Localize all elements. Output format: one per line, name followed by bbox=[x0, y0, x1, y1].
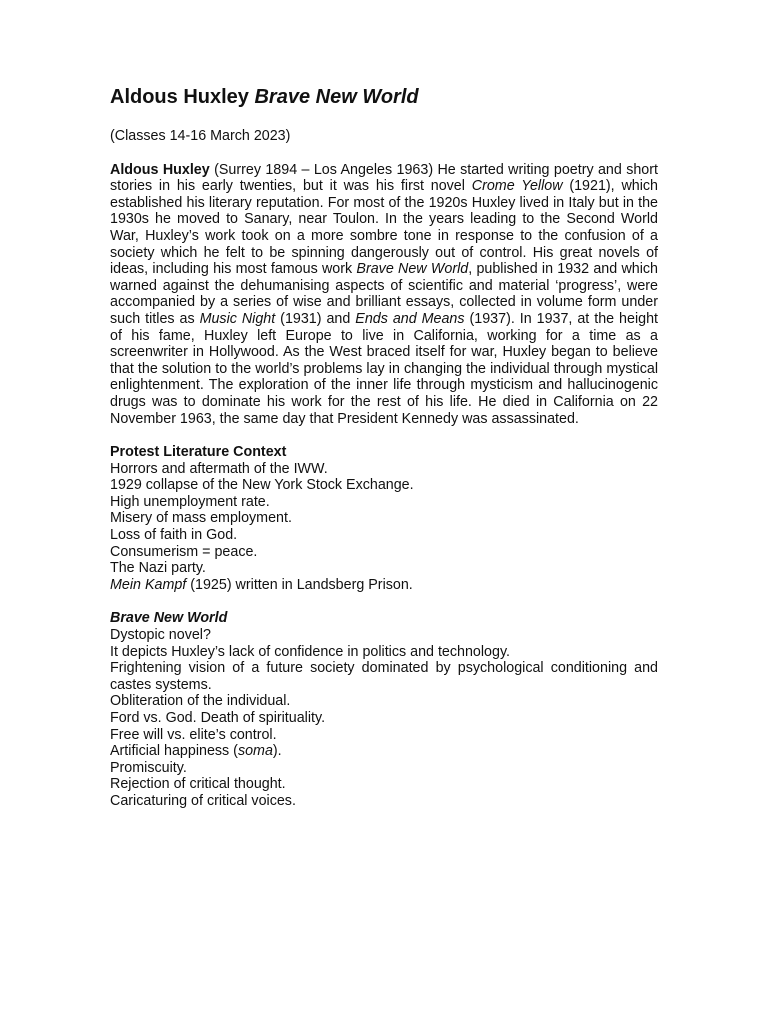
bio-name: Aldous Huxley bbox=[110, 161, 210, 178]
soma-text-pre: Artificial happiness ( bbox=[110, 743, 238, 760]
soma-word: soma bbox=[237, 743, 273, 760]
list-item: Free will vs. elite’s control. bbox=[110, 726, 277, 743]
biography-paragraph bbox=[110, 162, 658, 428]
bio-title-music-night: Music Night bbox=[199, 310, 276, 327]
bnw-list bbox=[110, 627, 658, 810]
list-item: Obliteration of the individual. bbox=[110, 693, 291, 710]
title-author: Aldous Huxley bbox=[110, 86, 249, 108]
bio-title-crome-yellow: Crome Yellow bbox=[471, 178, 563, 195]
document-page bbox=[110, 84, 658, 827]
list-item: Loss of faith in God. bbox=[110, 527, 238, 544]
mein-kampf-text: (1925) written in Landsberg Prison. bbox=[186, 576, 413, 593]
list-item: 1929 collapse of the New York Stock Exchange. bbox=[110, 477, 414, 494]
list-item: Promiscuity. bbox=[110, 759, 187, 776]
list-item: Caricaturing of critical voices. bbox=[110, 792, 296, 809]
protest-heading: Protest Literature Context bbox=[110, 444, 287, 461]
soma-text-post: ). bbox=[272, 743, 282, 760]
classes-dates: (Classes 14-16 March 2023) bbox=[110, 128, 291, 144]
protest-list bbox=[110, 461, 658, 594]
list-item: Frightening vision of a future society dominated by psychological conditioning and castes systems. bbox=[110, 660, 658, 693]
list-item: The Nazi party. bbox=[110, 560, 206, 577]
list-item: Horrors and aftermath of the IWW. bbox=[110, 460, 328, 477]
bio-text-5: (1937). In 1937, at the height of his fame, Huxley left Europe to live in California, working for a time as a screenwriter in Hollywood. As the West braced itself for war, Huxley began to believe that the solution to the world’s problems lay in changing the individual through mystical enlightenment. The exploration of the inner life through mysticism and hallucinogenic drugs was to dominate his work for the rest of his life. He died in California on 22 November 1963, the same day that President Kennedy was assassinated. bbox=[110, 310, 659, 427]
bio-title-brave-new-world: Brave New World bbox=[356, 261, 469, 278]
list-item: Rejection of critical thought. bbox=[110, 776, 286, 793]
bio-text-2: (1921), which established his literary reputation. For most of the 1920s Huxley lived in Italy but in the 1930s he moved to Sanary, near Toulon. In the years leading to the Second World War, Huxley’s work took on a more sombre tone in response to the confusion of a society which he felt to be spinning dangerously out of control. His great novels of ideas, including his most famous work bbox=[110, 178, 658, 278]
list-item: Consumerism = peace. bbox=[110, 543, 258, 560]
bio-title-ends-and-means: Ends and Means bbox=[355, 310, 465, 327]
list-item bbox=[110, 743, 658, 760]
list-item: Ford vs. God. Death of spirituality. bbox=[110, 710, 326, 726]
bio-text-3: , published in 1932 and which warned against the dehumanising aspects of scientific and material ‘progress’, were accompanied by a series of wise and brilliant essays, collected in volume form under such titles as bbox=[110, 261, 658, 327]
list-item: High unemployment rate. bbox=[110, 493, 270, 510]
list-item: Misery of mass employment. bbox=[110, 510, 292, 527]
mein-kampf-title: Mein Kampf bbox=[110, 576, 187, 593]
bio-text-4: (1931) and bbox=[275, 310, 356, 327]
list-item bbox=[110, 577, 658, 594]
bnw-heading: Brave New World bbox=[110, 610, 228, 627]
list-item: Dystopic novel? bbox=[110, 627, 211, 644]
list-item: It depicts Huxley’s lack of confidence in politics and technology. bbox=[110, 643, 511, 660]
document-title bbox=[110, 84, 658, 110]
bio-text-1: (Surrey 1894 – Los Angeles 1963) He started writing poetry and short stories in his early twenties, but it was his first novel bbox=[110, 161, 658, 195]
title-work: Brave New World bbox=[254, 86, 419, 108]
